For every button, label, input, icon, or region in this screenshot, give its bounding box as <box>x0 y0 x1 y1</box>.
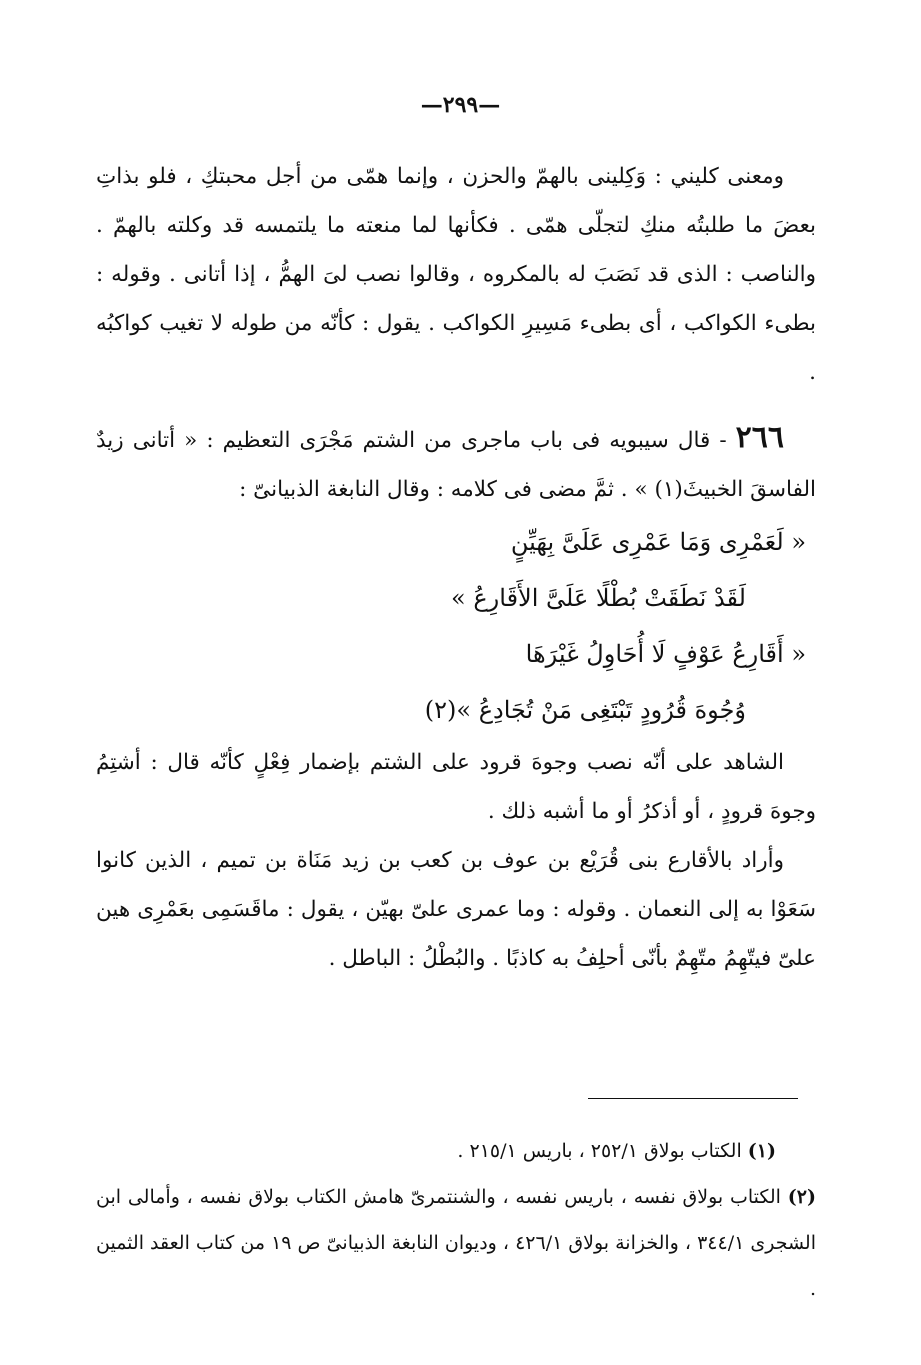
paragraph-aqari: وأراد بالأقارع بنى قُرَيْع بن عوف بن كعب بن زيد مَنَاة بن تميم ، الذين كانوا سَعَوْا به إلى النعمان . وقوله : وما عمرى علىّ بهيّن ، يقول : ماقَسَمِى بعَمْرِى هين علىّ فيتّهِمُ متّهِمٌ بأنّى أحلِفُ به كاذبًا . والبُطْلُ : الباطل . <box>96 848 816 971</box>
entry-text: - قال سيبويه فى باب ماجرى من الشتم مَجْرَى التعظيم : « أتانى زيدٌ الفاسقَ الخبيثَ(١) » . ثمَّ مضى فى كلامه : وقال النابغة الذبيانىّ : <box>96 428 816 502</box>
footnote-separator <box>588 1098 798 1099</box>
footnote-2-text: الكتاب بولاق نفسه ، باريس نفسه ، والشنتمرىّ هامش الكتاب بولاق نفسه ، وأمالى ابن الشجرى ٣٤٤/١ ، والخزانة بولاق ٤٢٦/١ ، وديوان النابغة الذبيانىّ ص ١٩ من كتاب العقد الثمين . <box>96 1186 816 1300</box>
footnote-1-number: (١) <box>747 1140 776 1162</box>
verse-line-4: وُجُوهَ قُرُودٍ تَبْتَغِى مَنْ تُجَادِعُ »(٢) <box>424 696 746 724</box>
verse-line-3: « أَقَارِعُ عَوْفٍ لَا أُحَاوِلُ غَيْرَهَا <box>525 640 806 668</box>
verse-line-2: لَقَدْ نَطَقَتْ بُطْلًا عَلَىَّ الأَقَارِعُ » <box>451 584 746 612</box>
footnote-1-text: الكتاب بولاق ٢٥٢/١ ، باريس ٢١٥/١ . <box>457 1140 742 1162</box>
paragraph-entry-266 <box>96 413 816 514</box>
paragraph-evidence: الشاهد على أنّه نصب وجوهَ قرود على الشتم بإضمار فِعْلٍ كأنّه قال : أشتِمُ وجوهَ قرودٍ ، أو أذكرُ أو ما أشبه ذلك . <box>96 750 816 824</box>
footnote-2 <box>96 1174 816 1312</box>
main-text <box>96 152 816 983</box>
footnote-2-number: (٢) <box>787 1186 816 1208</box>
entry-number: ٢٦٦ <box>735 420 784 455</box>
verse-line-1: « لَعَمْرِى وَمَا عَمْرِى عَلَىَّ بِهَيِّنٍ <box>510 528 806 556</box>
poem-block <box>96 514 816 738</box>
footnotes <box>96 1128 816 1312</box>
page-number: —٢٩٩— <box>420 92 501 118</box>
paragraph-explanation: ومعنى كليني : وَكِلينى بالهمّ والحزن ، وإنما همّى من أجل محبتكِ ، فلو بذاتِ بعضَ ما طلبتُه منكِ لتجلّى همّى . فكأنها لما منعته ما يلتمسه قد وكلته بالهمّ . والناصب : الذى قد نَصَبَ له بالمكروه ، وقالوا نصب لىَ الهمُّ ، إذا أتانى . وقوله : بطىء الكواكب ، أى بطىء مَسِيرِ الكواكب . يقول : كأنّه من طوله لا تغيب كواكبُه . <box>96 164 816 385</box>
footnote-1 <box>96 1128 816 1174</box>
